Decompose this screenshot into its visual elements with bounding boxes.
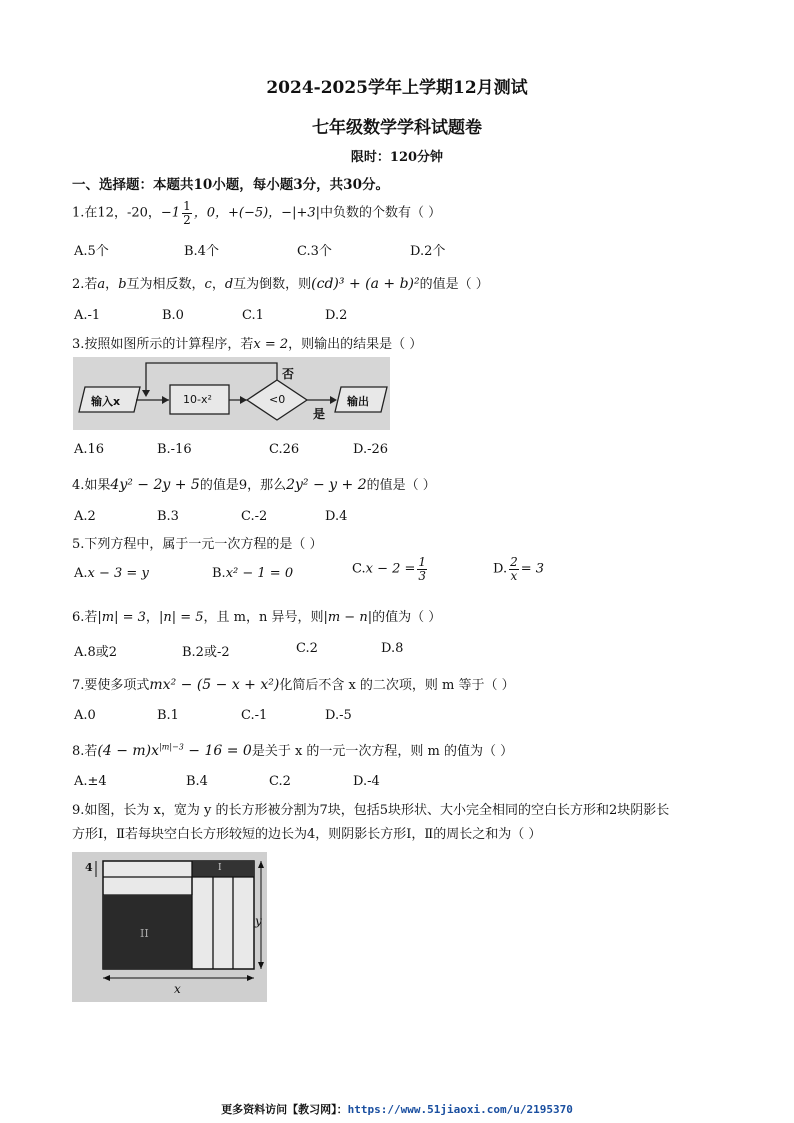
question-4-option-b: B.3 — [157, 509, 179, 524]
label-shaded-one: I — [218, 863, 222, 873]
question-6-stem: 6.若|m| = 3，|n| = 5，且 m，n 异号，则|m − n|的值为（ ） — [72, 610, 442, 625]
flow-condition-label: <0 — [269, 393, 286, 406]
exam-title: 2024-2025学年上学期12月测试 — [266, 78, 528, 98]
question-2-option-d: D.2 — [325, 308, 348, 323]
exam-subtitle: 七年级数学学科试题卷 — [312, 118, 482, 138]
flowchart-svg — [73, 357, 390, 430]
question-3-option-b: B.-16 — [157, 442, 192, 457]
question-5-option-b: B.x² − 1 = 0 — [212, 566, 294, 581]
footer-link[interactable]: https://www.51jiaoxi.com/u/2195370 — [347, 1103, 573, 1116]
time-limit: 限时：120分钟 — [350, 150, 444, 165]
question-3-stem: 3.按照如图所示的计算程序，若x = 2，则输出的结果是（ ） — [72, 337, 423, 352]
question-4-option-d: D.4 — [325, 509, 348, 524]
footer-prefix: 更多资料访问【教习网】： — [221, 1103, 348, 1116]
question-3-option-d: D.-26 — [353, 442, 389, 457]
question-1-option-c: C.3个 — [297, 244, 332, 259]
label-y: y — [255, 914, 262, 928]
label-four: 4 — [85, 861, 93, 874]
flow-output-label: 输出 — [347, 395, 369, 408]
footer — [0, 1101, 794, 1117]
question-4-option-c: C.-2 — [241, 509, 268, 524]
question-5-option-c: C.x − 2 = $\frac{1}{3}$ — [352, 555, 427, 583]
question-1-option-b: B.4个 — [184, 244, 219, 259]
question-7-stem: 7.要使多项式mx² − (5 − x + x²)化简后不含 x 的二次项，则 m 等于（ ） — [72, 677, 515, 693]
question-1-option-a: A.5个 — [74, 244, 109, 259]
question-8-stem: 8.若$(4 - m)x^{|m|-3} - 16 = 0$是关于 x 的一元一次方程，则 m 的值为（ ） — [72, 742, 514, 759]
label-x: x — [174, 982, 181, 996]
flowchart-figure — [73, 357, 390, 430]
question-2-option-a: A.-1 — [74, 308, 101, 323]
question-7-option-b: B.1 — [157, 708, 179, 723]
question-6-option-c: C.2 — [296, 641, 318, 656]
question-4-option-a: A.2 — [74, 509, 96, 524]
fraction: $\frac{1}{2}$ — [183, 199, 191, 227]
question-6-option-a: A.8或2 — [74, 645, 118, 660]
flow-yes-label: 是 — [313, 407, 326, 421]
question-3-option-c: C.26 — [269, 442, 300, 457]
rectangle-figure-svg — [72, 852, 267, 1002]
question-2-option-b: B.0 — [162, 308, 184, 323]
question-5-option-d: D. $\frac{2}{x}$ = 3 — [493, 555, 545, 583]
question-1-stem: 1.在12，-20，−1 $\frac{1}{2}$ ，0，+(−5)，−|+3|中负数的个数有（ ） — [72, 199, 442, 227]
question-9-stem-line1: 9.如图，长为 x，宽为 y 的长方形被分割为7块，包括5块形状、大小完全相同的空白长方形和2块阴影长 — [72, 803, 670, 818]
question-2-stem: 2.若a，b互为相反数，c，d互为倒数，则(cd)³ + (a + b)²的值是（ ） — [72, 276, 489, 292]
question-7-option-a: A.0 — [74, 708, 96, 723]
fraction: $\frac{2}{x}$ — [510, 555, 518, 583]
flow-input-label: 输入x — [91, 395, 121, 408]
question-8-option-a: A.±4 — [74, 774, 107, 789]
question-9-stem-line2: 方形Ⅰ，Ⅱ若每块空白长方形较短的边长为4，则阴影长方形Ⅰ，Ⅱ的周长之和为（ ） — [72, 827, 542, 842]
question-8-option-d: D.-4 — [353, 774, 380, 789]
question-7-option-c: C.-1 — [241, 708, 268, 723]
question-3-option-a: A.16 — [74, 442, 105, 457]
question-1-option-d: D.2个 — [410, 244, 446, 259]
question-4-stem: 4.如果4y² − 2y + 5的值是9，那么2y² − y + 2的值是（ ） — [72, 477, 436, 493]
flow-no-label: 否 — [282, 367, 295, 381]
flow-compute-label: 10-x² — [183, 393, 212, 406]
question-7-option-d: D.-5 — [325, 708, 352, 723]
question-5-stem: 5.下列方程中，属于一元一次方程的是（ ） — [72, 537, 323, 552]
question-5-option-a: A.x − 3 = y — [74, 566, 149, 581]
question-6-option-d: D.8 — [381, 641, 404, 656]
question-8-option-b: B.4 — [186, 774, 208, 789]
section-heading: 一、选择题：本题共10小题，每小题3分，共30分。 — [72, 177, 389, 193]
question-8-option-c: C.2 — [269, 774, 291, 789]
question-6-option-b: B.2或-2 — [182, 645, 230, 660]
fraction: $\frac{1}{3}$ — [418, 555, 427, 583]
label-shaded-two: II — [140, 927, 149, 940]
rectangle-figure — [72, 852, 267, 1002]
question-2-option-c: C.1 — [242, 308, 264, 323]
